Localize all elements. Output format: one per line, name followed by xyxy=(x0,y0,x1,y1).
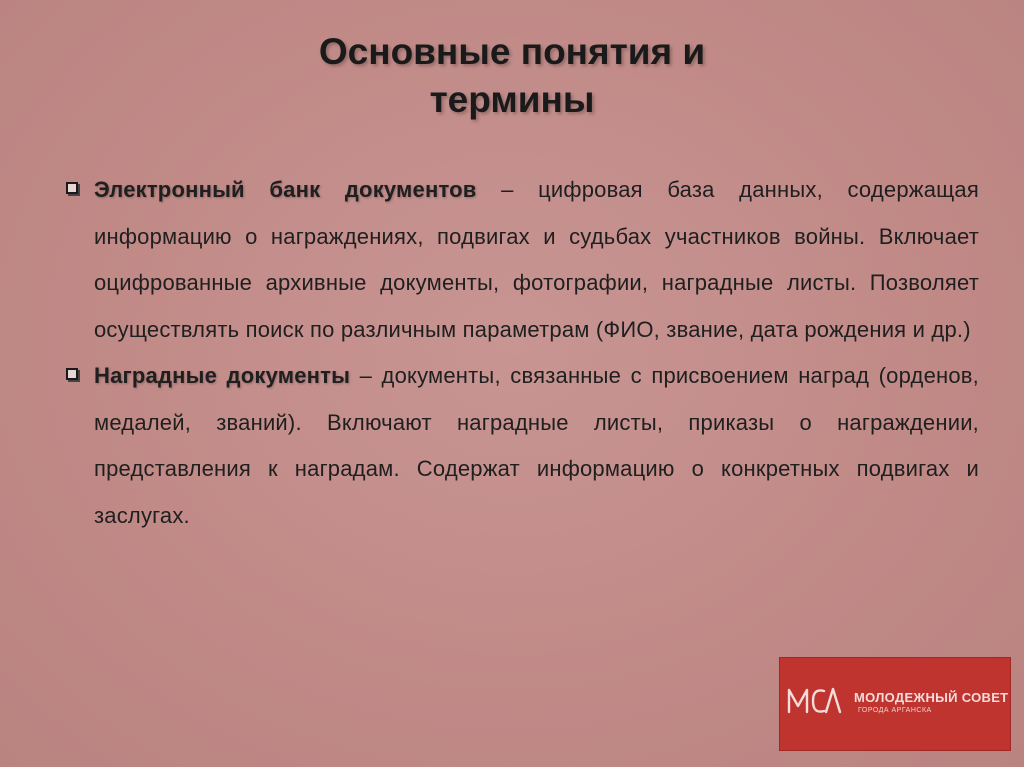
term-definition: – цифровая база данных, содержащая информацию о награждениях, подвигах и судьбах участников войны. Включает оцифрованные архивные документы, фотографии, наградные листы. Позволяет осуществлять поиск по различным параметрам (ФИО, звание, дата рождения и др.) xyxy=(94,177,979,342)
title-line-1: Основные понятия и xyxy=(318,31,706,72)
title-line-2: термины xyxy=(429,79,595,120)
logo-subtitle: ГОРОДА АРГАНСКА xyxy=(858,707,932,714)
logo-title: МОЛОДЕЖНЫЙ СОВЕТ xyxy=(854,690,1009,705)
youth-council-logo xyxy=(779,657,1011,751)
term-list xyxy=(66,167,979,539)
term-item-award-documents xyxy=(66,353,979,539)
term-name: Наградные документы xyxy=(94,363,351,388)
square-bullet-icon xyxy=(66,182,78,194)
term-definition: – документы, связанные с присвоением наград (орденов, медалей, званий). Включают наградные листы, приказы о награждении, представления к наградам. Содержат информацию о конкретных подвигах и заслугах. xyxy=(94,363,979,528)
msa-logo-mark-icon xyxy=(786,680,842,720)
term-item-electronic-bank xyxy=(66,167,979,353)
term-name: Электронный банк документов xyxy=(94,177,477,202)
slide-title xyxy=(212,28,812,124)
square-bullet-icon xyxy=(66,368,78,380)
